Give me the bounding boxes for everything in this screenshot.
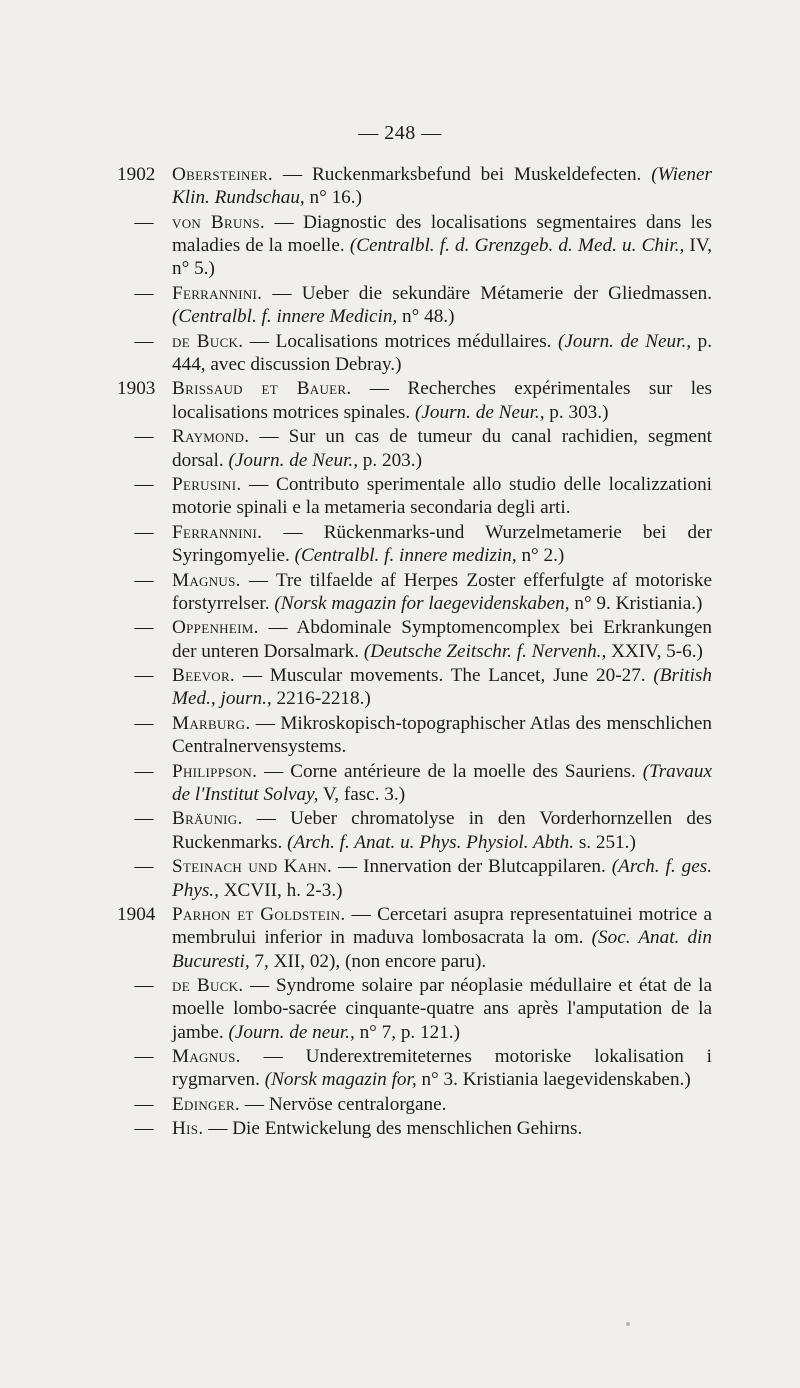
entry-citation: (Travaux de l'Institut Solvay, — [172, 760, 712, 805]
entry-title: — Cercetari asupra representatuinei motrice a membrului inferior in maduva lombosacrata la om. — [172, 904, 712, 949]
entry-citation: (Journ. de Neur., — [228, 449, 358, 471]
ink-speck — [626, 1322, 630, 1326]
entry-title: — Rückenmarks-und Wurzelmetamerie bei der Syringomyelie. — [172, 521, 712, 567]
entry-title: — Muscular movements. The Lancet, June 20-27. — [235, 665, 654, 687]
bibliography-entry — [134, 807, 712, 854]
entry-author: Steinach und Kahn. — [172, 856, 333, 878]
entry-title: — Underextremiteternes motoriske lokalisation i rygmarven. — [172, 1046, 712, 1091]
bibliography-entry — [134, 211, 712, 281]
bibliography-entry — [134, 974, 712, 1044]
bibliography-entry — [134, 1045, 712, 1092]
bibliography-list — [0, 163, 800, 1142]
entry-author: Parhon et Goldstein. — [172, 904, 346, 926]
entry-dash: — — [134, 665, 154, 687]
entry-citation: (Journ. de Neur., — [415, 401, 545, 423]
bibliography-entry — [134, 473, 712, 520]
entry-author: von Bruns. — [172, 211, 265, 233]
entry-citation-tail: n° 9. Kristiania.) — [569, 592, 703, 614]
bibliography-entry — [134, 616, 712, 663]
entry-citation-tail: n° 16.) — [304, 187, 362, 209]
entry-author: Oppenheim. — [172, 617, 259, 639]
entry-citation: (Centralbl. f. innere Medicin, — [172, 306, 398, 328]
entry-dash: — — [134, 473, 154, 495]
entry-citation-tail: XCVII, h. 2-3.) — [218, 879, 343, 901]
entry-title: — Diagnostic des localisations segmentaires dans les maladies de la moelle. — [172, 211, 712, 257]
entry-author: Ferrannini. — [172, 282, 263, 304]
entry-dash: — — [134, 426, 154, 448]
entry-dash: — — [134, 1046, 154, 1068]
bibliography-entry — [117, 903, 712, 973]
bibliography-entry — [134, 712, 712, 759]
bibliography-entry — [134, 1117, 712, 1140]
bibliography-entry — [134, 1093, 712, 1116]
entry-citation: (British Med., journ., — [172, 665, 712, 710]
entry-author: Marburg. — [172, 712, 251, 734]
entry-dash: — — [134, 1118, 154, 1140]
entry-citation: (Wiener Klin. Rundschau, — [172, 164, 712, 209]
entry-author: Beevor. — [172, 665, 236, 687]
entry-title: — Ruckenmarksbefund bei Muskeldefecten. — [272, 164, 652, 185]
entry-author: Obersteiner. — [172, 164, 273, 185]
entry-author: Perusini. — [172, 473, 242, 495]
entry-citation-tail: p. 203.) — [358, 449, 422, 471]
entry-author: de Buck. — [172, 975, 244, 997]
entry-title: — Syndrome solaire par néoplasie médullaire et état de la moelle lombo-sacrée cinquante-quatre ans après l'amputation de la jambe. — [172, 975, 712, 1043]
entry-citation-tail: n° 48.) — [397, 306, 455, 328]
entry-citation: (Arch. f. ges. Phys., — [172, 856, 712, 901]
entry-dash: — — [134, 282, 154, 304]
entry-dash: — — [134, 211, 154, 233]
entry-dash: — — [134, 1093, 154, 1115]
entry-dash: — — [134, 760, 154, 782]
entry-citation-tail: V, fasc. 3.) — [318, 783, 406, 805]
entry-author: Ferrannini. — [172, 521, 263, 543]
entry-citation-tail: s. 251.) — [574, 831, 636, 853]
entry-dash: — — [134, 569, 154, 591]
bibliography-entry — [134, 330, 713, 377]
entry-citation: (Norsk magazin for, — [264, 1069, 417, 1091]
bibliography-entry — [117, 163, 712, 210]
entry-dash: — — [134, 712, 154, 734]
entry-author: de Buck. — [172, 330, 244, 352]
entry-dash: — — [134, 975, 154, 997]
entry-author: Magnus. — [172, 1046, 241, 1068]
entry-title: — Innervation der Blutcappilaren. — [332, 856, 612, 878]
bibliography-entry — [134, 569, 712, 616]
entry-citation-tail: p. 444, avec discussion Debray.) — [172, 330, 713, 375]
entry-citation-tail: IV, n° 5.) — [172, 235, 712, 280]
entry-citation-tail: n° 7, p. 121.) — [354, 1021, 460, 1043]
entry-title: — Recherches expérimentales sur les localisations motrices spinales. — [172, 378, 713, 423]
entry-citation-tail: n° 3. Kristiania laegevidenskaben.) — [416, 1069, 691, 1091]
entry-citation-tail: 7, XII, 02), (non encore paru). — [249, 950, 487, 972]
page-number: — 248 — — [358, 122, 442, 144]
entry-dash: — — [134, 856, 154, 878]
entry-citation: (Soc. Anat. din Bucuresti, — [172, 927, 712, 972]
bibliography-entry — [117, 377, 713, 424]
entry-dash: — — [134, 808, 154, 830]
entry-citation-tail: 2216-2218.) — [271, 688, 371, 710]
entry-citation-tail: XXIV, 5-6.) — [606, 640, 703, 662]
entry-title: — Tre tilfaelde af Herpes Zoster efferfulgte af motoriske forstyrrelser. — [172, 569, 712, 614]
entry-title: — Mikroskopisch-topographischer Atlas des menschlichen Centralnervensystems. — [172, 712, 712, 758]
bibliography-entry — [134, 282, 712, 329]
entry-title: — Ueber die sekundäre Métamerie der Gliedmassen. — [262, 282, 712, 304]
entry-title: — Ueber chromatolyse in den Vorderhornzellen des Ruckenmarks. — [172, 808, 712, 853]
entry-dash: — — [134, 330, 154, 352]
entry-author: Edinger. — [172, 1093, 241, 1115]
entry-title: — Abdominale Symptomencomplex bei Erkrankungen der unteren Dorsalmark. — [172, 617, 712, 662]
entry-title: — Corne antérieure de la moelle des Sauriens. — [257, 760, 643, 782]
bibliography-entry — [134, 760, 712, 807]
entry-title: — Sur un cas de tumeur du canal rachidien, segment dorsal. — [172, 426, 712, 471]
bibliography-entry — [134, 855, 712, 902]
entry-citation: (Centralbl. f. innere medizin, — [294, 545, 517, 567]
entry-author: His. — [172, 1118, 204, 1140]
entry-citation: (Deutsche Zeitschr. f. Nervenh., — [363, 640, 607, 662]
entry-author: Magnus. — [172, 569, 241, 591]
bibliography-entry — [134, 664, 712, 711]
entry-author: Raymond. — [172, 426, 250, 448]
entry-citation: (Arch. f. Anat. u. Phys. Physiol. Abth. — [287, 831, 575, 853]
entry-author: Philippson. — [172, 760, 258, 782]
entry-year: 1902 — [117, 164, 156, 185]
entry-citation-tail: n° 2.) — [516, 545, 565, 567]
entry-title: — Localisations motrices médullaires. — [243, 330, 559, 352]
entry-author: Brissaud et Bauer. — [172, 378, 352, 400]
entry-citation-tail: p. 303.) — [544, 401, 609, 423]
entry-citation: (Norsk magazin for laegevidenskaben, — [274, 592, 570, 614]
entry-citation: (Journ. de Neur., — [558, 330, 692, 352]
entry-year: 1904 — [117, 904, 156, 926]
entry-title: — Nervöse centralorgane. — [240, 1093, 447, 1115]
bibliography-entry — [134, 521, 712, 568]
entry-citation: (Journ. de neur., — [228, 1021, 355, 1043]
entry-title: — Die Entwickelung des menschlichen Gehirns. — [203, 1118, 583, 1140]
entry-dash: — — [134, 617, 154, 639]
entry-dash: — — [134, 521, 154, 543]
entry-title: — Contributo sperimentale allo studio delle localizzationi motorie spinali e la metameria secondaria degli arti. — [172, 473, 712, 519]
entry-citation: (Centralbl. f. d. Grenzgeb. d. Med. u. Chir., — [349, 235, 685, 257]
entry-author: Bräunig. — [172, 808, 243, 830]
entry-year: 1903 — [117, 378, 156, 400]
bibliography-entry — [134, 425, 712, 472]
